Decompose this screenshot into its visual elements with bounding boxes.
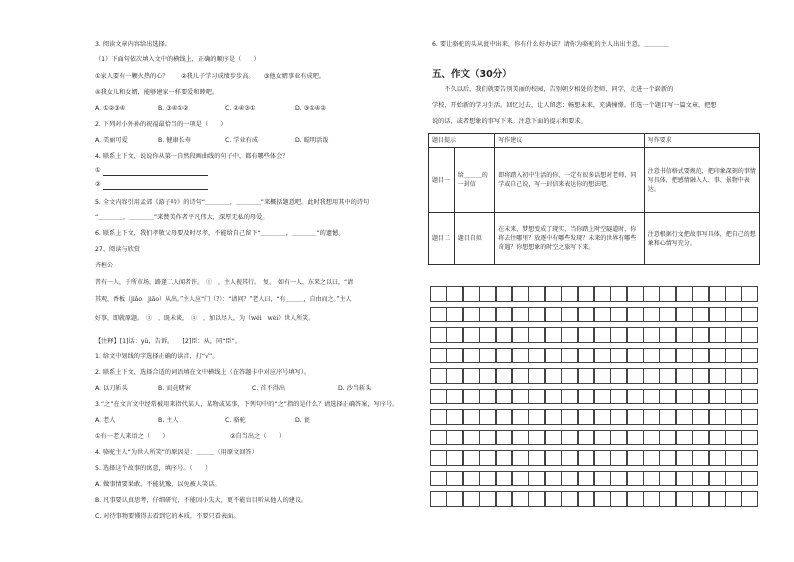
q4-mark-2: ② — [95, 181, 101, 188]
grid-cell[interactable] — [430, 327, 447, 343]
row1-title: 给＿＿＿的一封信 — [454, 148, 494, 213]
grid-cell[interactable] — [430, 491, 447, 507]
grid-row — [430, 430, 758, 446]
grid-cell[interactable] — [659, 430, 676, 446]
grid-cell[interactable] — [430, 307, 447, 323]
grid-cell[interactable] — [610, 389, 627, 405]
q3-1-choice-b[interactable]: B. ③④①② — [158, 105, 189, 112]
grid-row — [430, 368, 758, 384]
header-advice: 写作建议 — [495, 134, 645, 148]
grid-cell[interactable] — [561, 307, 578, 323]
grid-cell[interactable] — [676, 286, 693, 302]
grid-cell[interactable] — [578, 430, 595, 446]
grid-cell[interactable] — [709, 471, 726, 487]
q5b-option-a[interactable]: A. 做事情要果敢，不能犹豫，以免被人笑话。 — [95, 481, 221, 488]
grid-cell[interactable] — [692, 471, 709, 487]
passage-note: 【注释】[1]话：yù，告诉。 [2]臣：从，同“臣”。 — [95, 338, 241, 345]
grid-cell[interactable] — [659, 409, 676, 425]
essay-intro-2: 学校，开始新的学习生活。回忆过去，让人留恋；畅想未来，充满憧憬。任选一个题目写一篇文章，把想 — [432, 102, 717, 109]
grid-cell[interactable] — [578, 450, 595, 466]
passage-line-3: 好事，即就原题。 ③ ，既未谈， ④ ，加以尽人，为（wéi wèi）世人所笑。 — [95, 315, 315, 322]
grid-cell[interactable] — [741, 307, 758, 323]
row1-requirement: 注意书信格式要规范，把印象深刻的事情写具体，把感情融入人、事、景物中表达。 — [644, 148, 759, 213]
grid-cell[interactable] — [496, 286, 513, 302]
grid-cell[interactable] — [446, 450, 463, 466]
grid-cell[interactable] — [528, 307, 545, 323]
grid-cell[interactable] — [709, 389, 726, 405]
q4-answer-line-1[interactable] — [103, 175, 208, 176]
grid-cell[interactable] — [725, 430, 742, 446]
grid-cell[interactable] — [545, 491, 562, 507]
grid-cell[interactable] — [692, 348, 709, 364]
grid-cell[interactable] — [676, 389, 693, 405]
grid-cell[interactable] — [479, 430, 496, 446]
grid-cell[interactable] — [594, 307, 611, 323]
q5b-stem: 5. 选择这个故事的寓意，填序号。（ ） — [95, 465, 212, 472]
grid-cell[interactable] — [512, 389, 529, 405]
grid-row — [430, 491, 758, 507]
grid-cell[interactable] — [709, 286, 726, 302]
grid-cell[interactable] — [430, 348, 447, 364]
grid-row — [430, 471, 758, 487]
q4-stem: 4. 联系上下文，说说你从第一自然段画曲线的句子中，都有哪些体会？ — [95, 153, 289, 160]
essay-intro-1: 不久以后，我们就要告别美丽的校园，告别朝夕相处的老师、同学，走进一个崭新的 — [432, 86, 674, 93]
grid-cell[interactable] — [545, 409, 562, 425]
grid-cell[interactable] — [496, 348, 513, 364]
grid-cell[interactable] — [479, 327, 496, 343]
grid-cell[interactable] — [463, 307, 480, 323]
grid-cell[interactable] — [627, 450, 644, 466]
row2-label: 题目二 — [429, 213, 455, 265]
grid-cell[interactable] — [463, 286, 480, 302]
grid-cell[interactable] — [430, 409, 447, 425]
grid-cell[interactable] — [610, 450, 627, 466]
grid-cell[interactable] — [479, 471, 496, 487]
grid-cell[interactable] — [528, 491, 545, 507]
grid-cell[interactable] — [463, 327, 480, 343]
grid-cell[interactable] — [528, 430, 545, 446]
grid-cell[interactable] — [561, 368, 578, 384]
grid-cell[interactable] — [659, 450, 676, 466]
q2-choice-c[interactable]: C. 首不得出 — [252, 385, 286, 392]
q3-2-choice-a[interactable]: A. 美丽可爱 — [95, 137, 128, 144]
grid-cell[interactable] — [561, 409, 578, 425]
grid-cell[interactable] — [741, 327, 758, 343]
grid-cell[interactable] — [545, 471, 562, 487]
grid-cell[interactable] — [545, 389, 562, 405]
grid-row — [430, 389, 758, 405]
grid-cell[interactable] — [610, 409, 627, 425]
q2-choice-d[interactable]: D. 沙当斩头 — [338, 385, 372, 392]
grid-cell[interactable] — [692, 450, 709, 466]
grid-cell[interactable] — [725, 286, 742, 302]
q3-1-stem: （1）下面句依次填入文中的横线上，正确的顺序是（ ） — [95, 56, 260, 63]
grid-cell[interactable] — [463, 348, 480, 364]
grid-cell[interactable] — [430, 471, 447, 487]
essay-guide-table — [428, 133, 760, 265]
grid-row — [430, 327, 758, 343]
grid-cell[interactable] — [659, 471, 676, 487]
grid-cell[interactable] — [561, 450, 578, 466]
grid-cell[interactable] — [430, 430, 447, 446]
q3b-choice-c[interactable]: C. 骆驼 — [225, 417, 246, 424]
grid-cell[interactable] — [692, 389, 709, 405]
grid-cell[interactable] — [446, 409, 463, 425]
grid-cell[interactable] — [610, 491, 627, 507]
grid-cell[interactable] — [594, 450, 611, 466]
grid-cell[interactable] — [709, 409, 726, 425]
grid-cell[interactable] — [692, 491, 709, 507]
grid-cell[interactable] — [643, 389, 660, 405]
grid-cell[interactable] — [627, 389, 644, 405]
grid-cell[interactable] — [643, 471, 660, 487]
grid-cell[interactable] — [627, 491, 644, 507]
grid-cell[interactable] — [725, 348, 742, 364]
grid-cell[interactable] — [430, 368, 447, 384]
q4-mark-1: ① — [95, 167, 101, 174]
q2-choice-b[interactable]: B. 而竟赌害 — [158, 385, 191, 392]
q2-stem: 2. 联系上下文，选择合适的词语填在文中横线上（在答题卡中对应序号填写）。 — [95, 369, 311, 376]
grid-cell[interactable] — [594, 471, 611, 487]
grid-cell[interactable] — [578, 409, 595, 425]
grid-cell[interactable] — [479, 389, 496, 405]
grid-cell[interactable] — [561, 491, 578, 507]
grid-cell[interactable] — [496, 327, 513, 343]
grid-cell[interactable] — [512, 307, 529, 323]
grid-cell[interactable] — [627, 430, 644, 446]
grid-cell[interactable] — [610, 430, 627, 446]
grid-cell[interactable] — [512, 368, 529, 384]
q2-choice-a[interactable]: A. 以刀斩头 — [95, 385, 128, 392]
grid-cell[interactable] — [561, 471, 578, 487]
grid-cell[interactable] — [643, 450, 660, 466]
header-requirement: 写作要求 — [644, 134, 759, 148]
grid-cell[interactable] — [692, 307, 709, 323]
grid-cell[interactable] — [709, 491, 726, 507]
essay-intro-3: 说的话，或者想象的事写下来。注意下面的提示和要求。 — [432, 118, 587, 125]
grid-cell[interactable] — [709, 327, 726, 343]
grid-cell[interactable] — [578, 286, 595, 302]
grid-cell[interactable] — [545, 450, 562, 466]
grid-cell[interactable] — [578, 327, 595, 343]
q1-stem: 1. 给文中划线的字选择正确的读音，打“√”。 — [95, 353, 219, 360]
grid-cell[interactable] — [446, 430, 463, 446]
grid-cell[interactable] — [659, 368, 676, 384]
section-27-title: 27、阅读与欣赏 — [95, 246, 140, 253]
grid-cell[interactable] — [578, 471, 595, 487]
grid-cell[interactable] — [561, 286, 578, 302]
row2-advice: 在未来，梦想变成了现实，当你踏上时空隧道时，你将去往哪里？放逐中有哪些发现？未来的世界有哪些奇遇？你想想象的时空之旅写下来。 — [495, 213, 645, 265]
grid-cell[interactable] — [561, 389, 578, 405]
q3-1-choice-c[interactable]: C. ②④③① — [225, 105, 256, 112]
grid-cell[interactable] — [659, 389, 676, 405]
row2-title: 题目自拟 — [454, 213, 494, 265]
q6-stem: 6. 联系上下文，我们孝敬父母要及时尽孝，不能给自己留下“＿＿＿＿，＿＿＿＿”的遗憾。 — [95, 230, 345, 237]
grid-cell[interactable] — [725, 491, 742, 507]
grid-cell[interactable] — [496, 389, 513, 405]
row2-requirement: 注意根据行文把故事写具体，把自己的想象和心情写充分。 — [644, 213, 759, 265]
grid-cell[interactable] — [496, 491, 513, 507]
grid-cell[interactable] — [725, 307, 742, 323]
q4b-stem: 4. 骆驼主人“为世人所笑”的原因是：＿＿＿（用原文回答） — [95, 449, 258, 456]
grid-cell[interactable] — [741, 471, 758, 487]
grid-cell[interactable] — [725, 409, 742, 425]
grid-row — [430, 307, 758, 323]
grid-cell[interactable] — [741, 389, 758, 405]
q3b-stem: 3.“之”在文言文中经常被用来指代某人、某物或某事，下列句中的“之”指的是什么？请选择正确答案，写序号。 — [95, 401, 399, 408]
row1-advice: 即将踏入初中生活的你，一定有很多话想对老师、同学或自己说，写一封信来表达你的想法吧。 — [495, 148, 645, 213]
grid-cell[interactable] — [643, 409, 660, 425]
grid-cell[interactable] — [709, 307, 726, 323]
grid-cell[interactable] — [594, 348, 611, 364]
grid-cell[interactable] — [676, 409, 693, 425]
grid-cell[interactable] — [594, 368, 611, 384]
grid-cell[interactable] — [643, 348, 660, 364]
grid-cell[interactable] — [528, 409, 545, 425]
grid-cell[interactable] — [479, 348, 496, 364]
grid-cell[interactable] — [741, 409, 758, 425]
grid-cell[interactable] — [479, 368, 496, 384]
grid-cell[interactable] — [512, 491, 529, 507]
q5b-option-b[interactable]: B. 凡事要认真思考，仔细研究，不能因小失大，更不能盲目听从他人的建议。 — [95, 497, 308, 504]
grid-cell[interactable] — [676, 471, 693, 487]
grid-cell[interactable] — [479, 286, 496, 302]
q3-1-sentences: ①家人要有一颗火热的心？ ②我儿子学习成绩步步高。 ③他女婿事业有成吧。 — [95, 73, 326, 80]
grid-cell[interactable] — [463, 450, 480, 466]
grid-cell[interactable] — [512, 430, 529, 446]
grid-cell[interactable] — [578, 389, 595, 405]
grid-cell[interactable] — [659, 327, 676, 343]
grid-cell[interactable] — [676, 430, 693, 446]
grid-cell[interactable] — [741, 491, 758, 507]
grid-cell[interactable] — [528, 471, 545, 487]
grid-cell[interactable] — [659, 348, 676, 364]
grid-cell[interactable] — [676, 491, 693, 507]
grid-cell[interactable] — [545, 307, 562, 323]
q3-2-choice-c[interactable]: C. 学业有成 — [225, 137, 259, 144]
passage-line-2: 其观，香板（jiǎo jiāo）从出。”主人应“门（?）：“请问？”老人曰，“有＿＿＿，自由而之。”主人 — [95, 296, 352, 303]
grid-cell[interactable] — [463, 471, 480, 487]
grid-cell[interactable] — [643, 307, 660, 323]
grid-cell[interactable] — [479, 450, 496, 466]
grid-cell[interactable] — [659, 307, 676, 323]
grid-cell[interactable] — [446, 348, 463, 364]
grid-cell[interactable] — [578, 368, 595, 384]
grid-cell[interactable] — [594, 389, 611, 405]
grid-cell[interactable] — [659, 286, 676, 302]
grid-cell[interactable] — [561, 430, 578, 446]
q3-1-choice-d[interactable]: D. ③①④② — [295, 105, 326, 112]
q3-2-stem: 2. 下列对小外孙的祝福最恰当的一项是（ ） — [95, 121, 227, 128]
grid-cell[interactable] — [643, 430, 660, 446]
grid-cell[interactable] — [446, 471, 463, 487]
grid-cell[interactable] — [512, 471, 529, 487]
grid-cell[interactable] — [643, 327, 660, 343]
grid-cell[interactable] — [709, 368, 726, 384]
grid-row — [430, 286, 758, 302]
section-5-title: 五、作文（30分） — [432, 69, 512, 80]
q5b-option-c[interactable]: C. 对待事物要懂得去看到它的本质，不要只看表面。 — [95, 513, 240, 520]
grid-cell[interactable] — [594, 491, 611, 507]
grid-cell[interactable] — [676, 307, 693, 323]
row1-label: 题目一 — [429, 148, 455, 213]
grid-cell[interactable] — [741, 368, 758, 384]
grid-cell[interactable] — [545, 368, 562, 384]
grid-cell[interactable] — [610, 327, 627, 343]
grid-cell[interactable] — [610, 307, 627, 323]
q4-answer-line-2[interactable] — [103, 189, 208, 190]
grid-cell[interactable] — [610, 368, 627, 384]
grid-cell[interactable] — [643, 491, 660, 507]
grid-cell[interactable] — [446, 491, 463, 507]
grid-cell[interactable] — [512, 348, 529, 364]
q5-stem-cont: “＿＿＿＿，＿＿＿＿”来赞美作者平凡伟大，深厚无私的母爱。 — [95, 214, 269, 221]
grid-cell[interactable] — [676, 327, 693, 343]
grid-cell[interactable] — [594, 430, 611, 446]
grid-cell[interactable] — [512, 286, 529, 302]
grid-cell[interactable] — [725, 327, 742, 343]
grid-cell[interactable] — [496, 471, 513, 487]
grid-cell[interactable] — [610, 286, 627, 302]
grid-cell[interactable] — [528, 450, 545, 466]
grid-cell[interactable] — [725, 471, 742, 487]
q3b-choice-b[interactable]: B. 主人 — [158, 417, 179, 424]
grid-cell[interactable] — [578, 348, 595, 364]
grid-cell[interactable] — [643, 368, 660, 384]
q3b-item-2: ②自当出之（ ） — [230, 433, 286, 440]
grid-cell[interactable] — [610, 471, 627, 487]
grid-cell[interactable] — [463, 368, 480, 384]
grid-cell[interactable] — [627, 307, 644, 323]
q3-heading: 3. 阅读文章内容给出选择。 — [95, 41, 171, 48]
grid-cell[interactable] — [643, 286, 660, 302]
grid-cell[interactable] — [496, 450, 513, 466]
grid-cell[interactable] — [659, 491, 676, 507]
grid-cell[interactable] — [512, 450, 529, 466]
grid-cell[interactable] — [578, 307, 595, 323]
grid-cell[interactable] — [676, 368, 693, 384]
q3-2-choice-b[interactable]: B. 健康长寿 — [158, 137, 191, 144]
header-topic: 题目提示 — [429, 134, 495, 148]
grid-cell[interactable] — [627, 327, 644, 343]
grid-cell[interactable] — [676, 348, 693, 364]
grid-cell[interactable] — [692, 286, 709, 302]
grid-cell[interactable] — [709, 430, 726, 446]
q3b-item-1: ①有一老人来语之（ ） — [95, 433, 169, 440]
grid-cell[interactable] — [627, 368, 644, 384]
grid-cell[interactable] — [709, 450, 726, 466]
grid-cell[interactable] — [446, 389, 463, 405]
grid-cell[interactable] — [627, 286, 644, 302]
grid-cell[interactable] — [741, 450, 758, 466]
grid-cell[interactable] — [578, 491, 595, 507]
grid-cell[interactable] — [479, 409, 496, 425]
grid-cell[interactable] — [512, 409, 529, 425]
grid-cell[interactable] — [627, 348, 644, 364]
grid-cell[interactable] — [692, 327, 709, 343]
grid-cell[interactable] — [430, 389, 447, 405]
grid-cell[interactable] — [741, 430, 758, 446]
grid-cell[interactable] — [741, 286, 758, 302]
grid-cell[interactable] — [692, 409, 709, 425]
grid-cell[interactable] — [692, 430, 709, 446]
grid-cell[interactable] — [528, 389, 545, 405]
grid-cell[interactable] — [545, 286, 562, 302]
grid-cell[interactable] — [610, 348, 627, 364]
grid-cell[interactable] — [496, 409, 513, 425]
grid-cell[interactable] — [479, 491, 496, 507]
grid-cell[interactable] — [545, 327, 562, 343]
q6-right-stem: 6. 要让骆驼的头从瓮中出来，你有什么好办法？请你为骆驼的主人出出主意。＿＿＿＿ — [432, 41, 669, 48]
grid-row — [430, 409, 758, 425]
q3-2-choice-d[interactable]: D. 聪明活泼 — [295, 137, 329, 144]
grid-cell[interactable] — [496, 307, 513, 323]
grid-cell[interactable] — [594, 409, 611, 425]
grid-cell[interactable] — [430, 286, 447, 302]
grid-cell[interactable] — [725, 389, 742, 405]
grid-row — [430, 348, 758, 364]
grid-cell[interactable] — [594, 286, 611, 302]
grid-cell[interactable] — [496, 368, 513, 384]
grid-cell[interactable] — [709, 348, 726, 364]
grid-cell[interactable] — [496, 430, 513, 446]
q5-stem: 5. 全文内容引用孟郊《游子吟》的诗句“＿＿＿＿，＿＿＿＿”来概括题意吧。此时我想用其中的诗句 — [95, 199, 370, 206]
grid-cell[interactable] — [446, 368, 463, 384]
q3-1-choice-a[interactable]: A. ①②③④ — [95, 105, 126, 112]
grid-cell[interactable] — [512, 327, 529, 343]
grid-cell[interactable] — [463, 491, 480, 507]
grid-cell[interactable] — [446, 327, 463, 343]
grid-cell[interactable] — [528, 286, 545, 302]
grid-cell[interactable] — [627, 409, 644, 425]
grid-cell[interactable] — [561, 327, 578, 343]
passage-title: 齐桓公 — [95, 262, 114, 269]
grid-cell[interactable] — [528, 368, 545, 384]
grid-cell[interactable] — [627, 471, 644, 487]
grid-cell[interactable] — [594, 327, 611, 343]
grid-cell[interactable] — [545, 348, 562, 364]
grid-cell[interactable] — [463, 409, 480, 425]
grid-cell[interactable] — [725, 450, 742, 466]
passage-line-1: 昔有一人，于所市场。路逢二人闻者许。 ① ，主人视其行。 复。 如有一人，东来之以曰，“请 — [95, 279, 354, 286]
grid-cell[interactable] — [725, 368, 742, 384]
grid-cell[interactable] — [430, 450, 447, 466]
grid-cell[interactable] — [463, 389, 480, 405]
q3-1-sentence-4: ④我女儿和女婿，能够建家一样要爱和睦吧。 — [95, 89, 219, 96]
grid-cell[interactable] — [479, 307, 496, 323]
grid-cell[interactable] — [463, 430, 480, 446]
grid-cell[interactable] — [692, 368, 709, 384]
grid-cell[interactable] — [561, 348, 578, 364]
grid-cell[interactable] — [528, 327, 545, 343]
grid-cell[interactable] — [528, 348, 545, 364]
grid-cell[interactable] — [446, 307, 463, 323]
grid-cell[interactable] — [545, 430, 562, 446]
grid-cell[interactable] — [741, 348, 758, 364]
grid-cell[interactable] — [676, 450, 693, 466]
q3b-choice-d[interactable]: D. 瓮 — [295, 417, 310, 424]
grid-row — [430, 450, 758, 466]
grid-cell[interactable] — [446, 286, 463, 302]
q3b-choice-a[interactable]: A. 老人 — [95, 417, 116, 424]
